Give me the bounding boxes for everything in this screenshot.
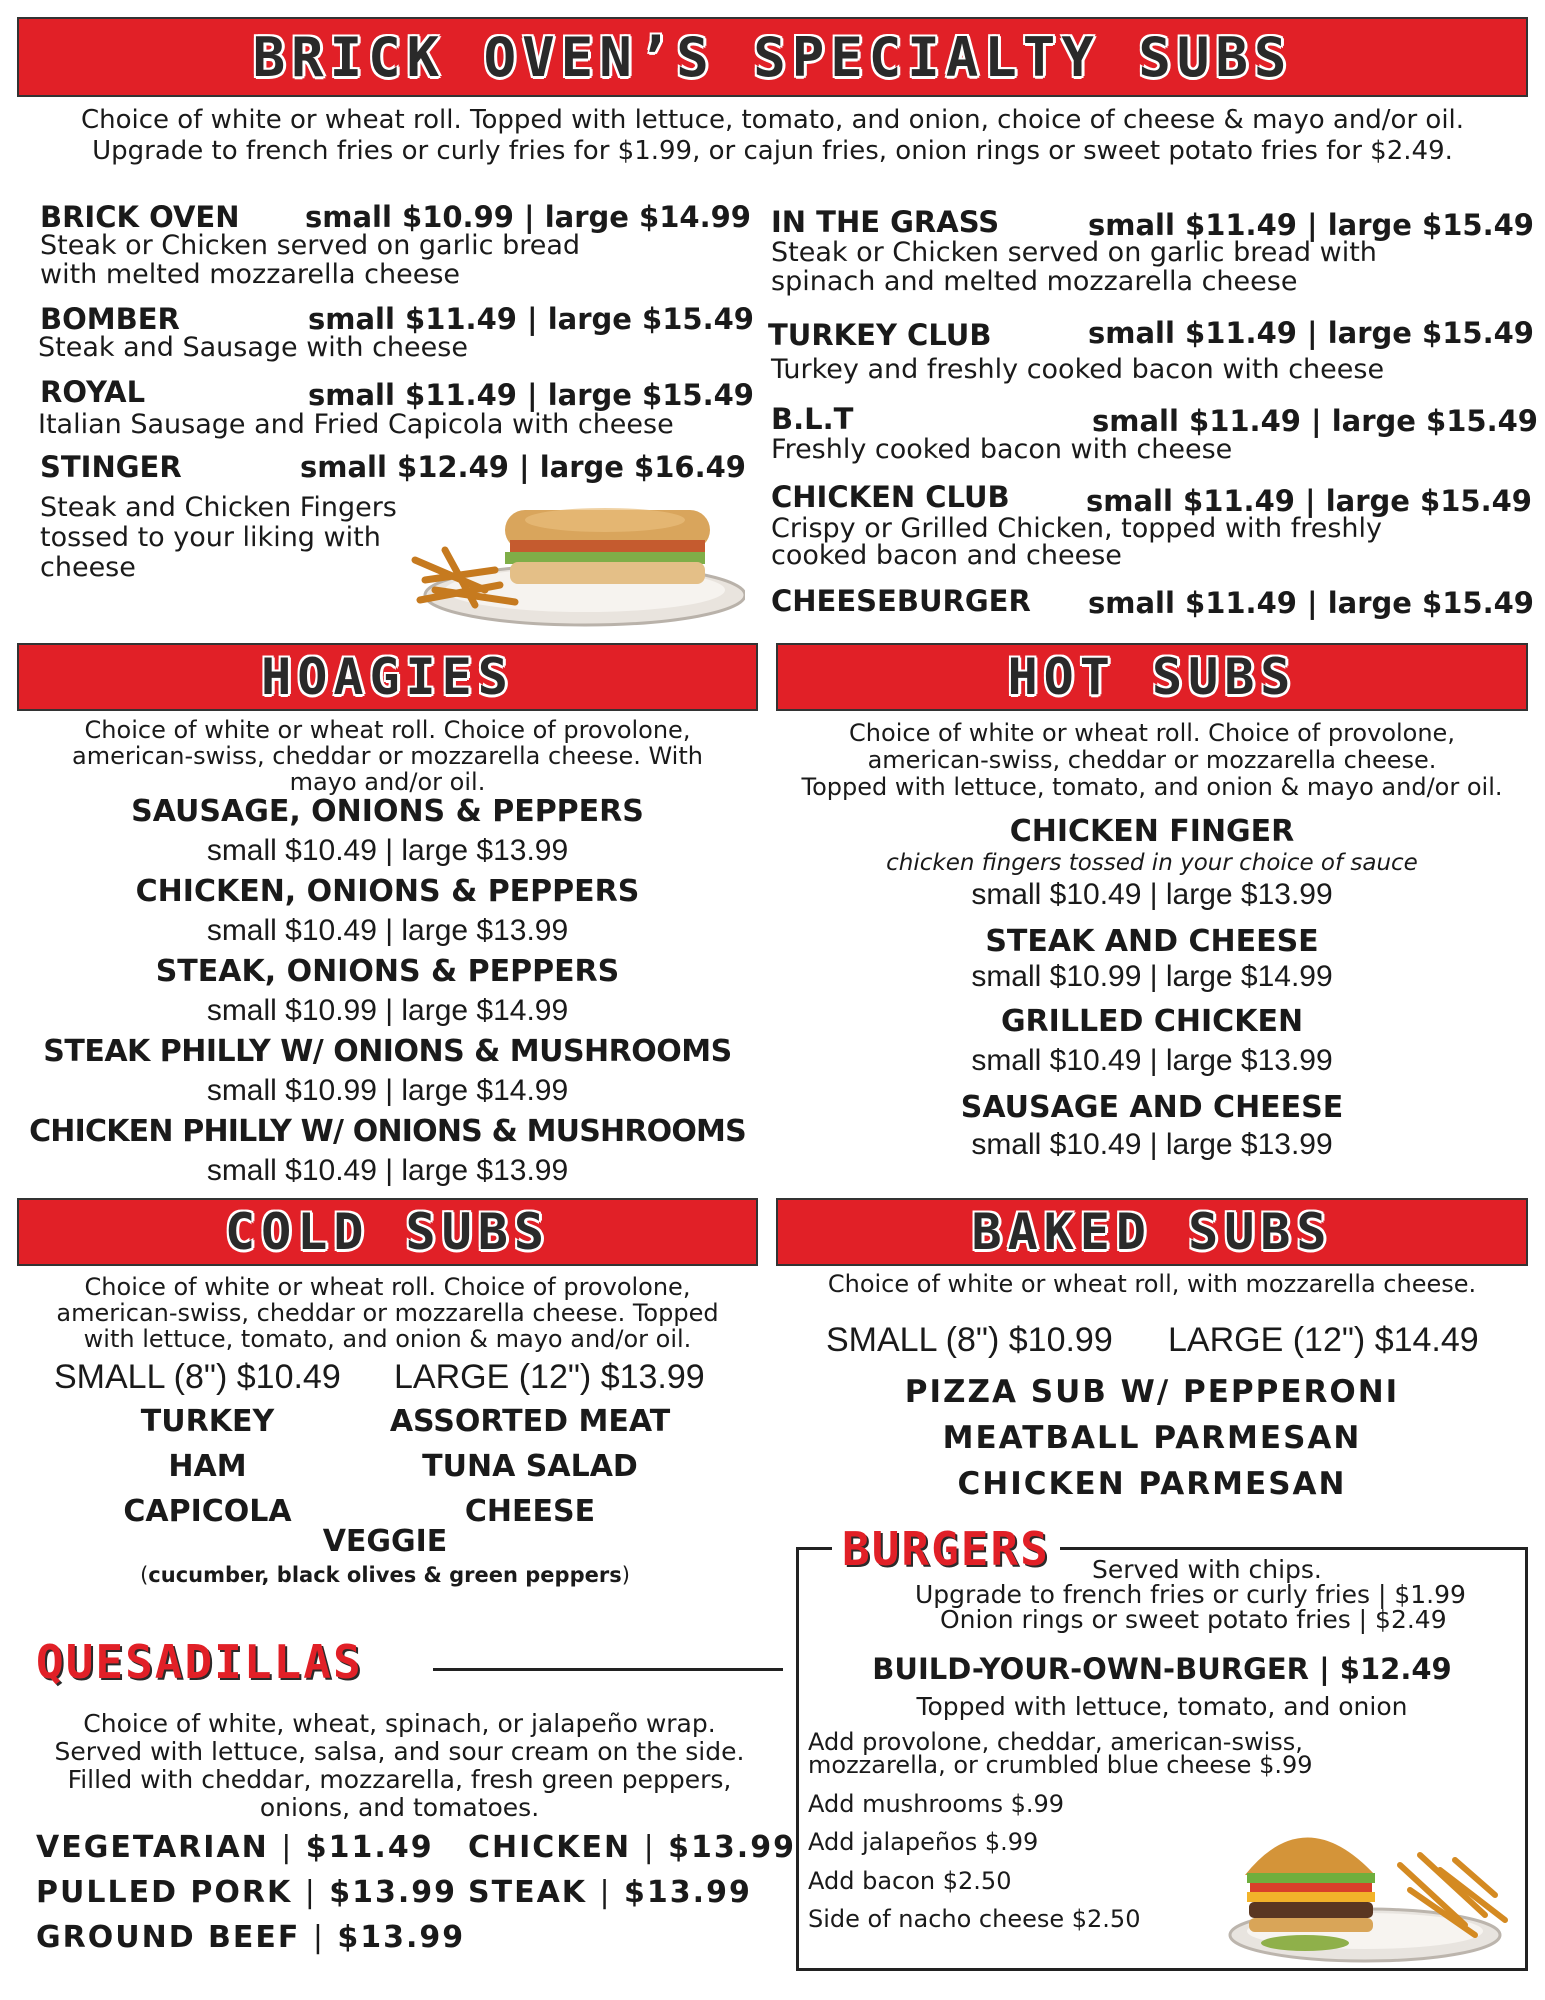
menu-item-price: small $11.49 | large $15.49 [308, 302, 754, 336]
hot-subs-banner [776, 643, 1528, 711]
hot-subs-title: HOT SUBS [1007, 648, 1297, 706]
byo-burger-name: BUILD-YOUR-OWN-BURGER | $12.49 [872, 1652, 1452, 1686]
menu-item-desc: Steak or Chicken served on garlic bread with [771, 237, 1377, 268]
specialty-desc-line1: Choice of white or wheat roll. Topped with lettuce, tomato, and onion, choice of cheese & mayo and/or oil. [80, 105, 1465, 135]
baked-subs-small-price: SMALL (8") $10.99 [826, 1321, 1113, 1359]
menu-item-name: ROYAL [40, 375, 146, 409]
menu-item-price: small $11.49 | large $15.49 [1088, 208, 1534, 242]
menu-item-name: GRILLED CHICKEN [1000, 1004, 1304, 1039]
menu-item-desc: Turkey and freshly cooked bacon with cheese [771, 354, 1385, 385]
addon-line: Side of nacho cheese $2.50 [808, 1905, 1141, 1933]
menu-item-price: small $12.49 | large $16.49 [300, 450, 746, 484]
menu-item-name: STEAK AND CHEESE [985, 924, 1319, 959]
quesadilla-item-price: $13.99 [668, 1830, 796, 1865]
hot-subs-desc-line1: Choice of white or wheat roll. Choice of provolone, [849, 719, 1455, 747]
quesadillas-desc-line3: Filled with cheddar, mozzarella, fresh green peppers, [67, 1765, 732, 1794]
menu-item-desc: Steak and Sausage with cheese [38, 332, 468, 363]
menu-item-price: small $11.49 | large $15.49 [308, 378, 754, 412]
menu-item-name: CHICKEN CLUB [771, 480, 1010, 514]
menu-item-desc: Steak and Chicken Fingers [40, 492, 397, 523]
menu-item-desc: cooked bacon and cheese [771, 540, 1122, 571]
menu-item-price: small $11.49 | large $15.49 [1088, 316, 1534, 350]
menu-item-desc: with melted mozzarella cheese [40, 259, 461, 290]
menu-item-name: TURKEY CLUB [768, 318, 992, 352]
cold-sub-item: CAPICOLA [123, 1494, 292, 1529]
menu-item-name: CHICKEN, ONIONS & PEPPERS [135, 874, 640, 909]
quesadilla-item: CHICKEN | $13.99 [468, 1830, 796, 1865]
cold-sub-item: ASSORTED MEAT [389, 1404, 671, 1439]
quesadilla-item-price: $13.99 [624, 1875, 752, 1910]
cold-subs-banner [17, 1198, 758, 1266]
byo-burger-desc: Topped with lettuce, tomato, and onion [916, 1692, 1408, 1721]
burgers-line2: Upgrade to french fries or curly fries | $1.99 [915, 1580, 1466, 1609]
menu-item-desc: Freshly cooked bacon with cheese [771, 434, 1233, 465]
cold-subs-desc-line1: Choice of white or wheat roll. Choice of provolone, [84, 1273, 691, 1301]
baked-subs-title: BAKED SUBS [971, 1203, 1333, 1261]
hoagies-desc-line1: Choice of white or wheat roll. Choice of provolone, [84, 716, 691, 744]
specialty-desc [0, 105, 1545, 167]
menu-item-desc: spinach and melted mozzarella cheese [771, 266, 1298, 297]
menu-item-name: CHICKEN PHILLY W/ ONIONS & MUSHROOMS [29, 1114, 746, 1149]
quesadilla-item-price: $13.99 [329, 1875, 458, 1910]
baked-sub-item: PIZZA SUB W/ PEPPERONI [904, 1374, 1400, 1410]
burgers-title: BURGERS [832, 1522, 1060, 1576]
quesadilla-item-name: PULLED PORK [36, 1875, 293, 1910]
addon-line: Add provolone, cheddar, american-swiss, [808, 1728, 1303, 1756]
menu-item-price: small $11.49 | large $15.49 [1092, 404, 1538, 438]
cold-sub-item: CHEESE [464, 1494, 596, 1529]
cold-sub-item: TURKEY [140, 1404, 275, 1439]
cold-sub-item: HAM [168, 1449, 247, 1484]
addon-line: Add jalapeños $.99 [808, 1828, 1039, 1856]
menu-item-name: SAUSAGE AND CHEESE [960, 1090, 1344, 1125]
menu-item-name: SAUSAGE, ONIONS & PEPPERS [131, 794, 644, 829]
menu-item-name: CHEESEBURGER [771, 584, 1031, 618]
sub-sandwich-image [405, 490, 745, 630]
baked-subs-banner [776, 1198, 1528, 1266]
hoagies-banner [17, 643, 758, 711]
menu-item-name: B.L.T [771, 402, 854, 436]
quesadillas-title: QUESADILLAS [36, 1635, 363, 1689]
menu-item-price: small $10.99 | large $14.99 [206, 994, 569, 1027]
cold-sub-item: TUNA SALAD [422, 1449, 638, 1484]
burgers-line3: Onion rings or sweet potato fries | $2.49 [940, 1605, 1447, 1634]
hot-subs-desc [776, 720, 1528, 801]
menu-item-price: small $11.49 | large $15.49 [1088, 586, 1534, 620]
specialty-desc-line2: Upgrade to french fries or curly fries for $1.99, or cajun fries, onion rings or sweet potato fries for $2.49. [92, 136, 1453, 166]
hoagies-list [0, 794, 775, 1194]
menu-item-name: STEAK, ONIONS & PEPPERS [155, 954, 620, 989]
cold-subs-title: COLD SUBS [225, 1203, 550, 1261]
hot-subs-desc-line2: american-swiss, cheddar or mozzarella cheese. [867, 746, 1437, 774]
menu-item-desc: Crispy or Grilled Chicken, topped with freshly [771, 513, 1383, 544]
cold-subs-large-price: LARGE (12") $13.99 [394, 1358, 705, 1396]
menu-item-price: small $10.49 | large $13.99 [206, 834, 569, 867]
menu-item-price: small $10.49 | large $13.99 [206, 914, 569, 947]
veggie-note-text: cucumber, black olives & green peppers [148, 1563, 622, 1587]
hoagies-desc [17, 717, 758, 795]
burger-image [1225, 1795, 1520, 1965]
quesadilla-item-price: $11.49 [305, 1830, 434, 1865]
baked-subs-desc: Choice of white or wheat roll, with mozzarella cheese. [827, 1270, 1477, 1298]
quesadilla-item-name: GROUND BEEF [36, 1920, 301, 1955]
quesadilla-item: PULLED PORK | $13.99 [36, 1875, 458, 1910]
quesadillas-rule [433, 1668, 783, 1671]
quesadilla-item-name: CHICKEN [468, 1830, 632, 1865]
menu-item-price: small $10.49 | large $13.99 [971, 1128, 1333, 1161]
quesadilla-item-name: VEGETARIAN [36, 1830, 269, 1865]
quesadilla-item-price: $13.99 [337, 1920, 466, 1955]
cold-subs-desc-line2: american-swiss, cheddar or mozzarella cheese. Topped [56, 1299, 719, 1327]
menu-item-price: small $10.99 | large $14.99 [305, 200, 751, 234]
baked-sub-item: CHICKEN PARMESAN [957, 1466, 1347, 1502]
hot-subs-desc-line3: Topped with lettuce, tomato, and onion & mayo and/or oil. [801, 773, 1503, 801]
menu-item-price: small $10.99 | large $14.99 [971, 960, 1333, 993]
menu-item-desc: tossed to your liking with [40, 522, 381, 553]
quesadillas-desc [17, 1710, 782, 1822]
menu-item-desc: cheese [40, 552, 136, 583]
baked-subs-list [776, 1374, 1528, 1512]
addon-line: Add mushrooms $.99 [808, 1790, 1065, 1818]
quesadilla-item: STEAK | $13.99 [468, 1875, 752, 1910]
quesadilla-item: VEGETARIAN | $11.49 [36, 1830, 434, 1865]
cold-subs-small-price: SMALL (8") $10.49 [54, 1358, 341, 1396]
quesadilla-item: GROUND BEEF | $13.99 [36, 1920, 466, 1955]
quesadillas-desc-line1: Choice of white, wheat, spinach, or jalapeño wrap. [83, 1709, 716, 1738]
specialty-banner [17, 17, 1528, 97]
menu-item-desc: Italian Sausage and Fried Capicola with cheese [38, 409, 674, 440]
menu-item-price: small $10.49 | large $13.99 [971, 878, 1333, 911]
menu-item-name: CHICKEN FINGER [1009, 814, 1295, 849]
baked-sub-item: MEATBALL PARMESAN [942, 1420, 1362, 1456]
baked-subs-large-price: LARGE (12") $14.49 [1168, 1321, 1479, 1359]
cold-sub-item: VEGGIE [322, 1524, 448, 1559]
quesadillas-desc-line2: Served with lettuce, salsa, and sour cream on the side. [54, 1737, 745, 1766]
menu-item-price: small $10.99 | large $14.99 [206, 1074, 569, 1107]
menu-item-price: small $10.49 | large $13.99 [971, 1044, 1333, 1077]
menu-item-name: BRICK OVEN [40, 200, 240, 234]
menu-item-price: small $11.49 | large $15.49 [1086, 484, 1532, 518]
hoagies-desc-line3: mayo and/or oil. [289, 768, 486, 796]
addon-line: mozzarella, or crumbled blue cheese $.99 [808, 1751, 1313, 1779]
menu-item-name: STINGER [40, 450, 182, 484]
quesadilla-item-name: STEAK [468, 1875, 588, 1910]
menu-item-name: IN THE GRASS [771, 205, 1000, 239]
specialty-title: BRICK OVEN’S SPECIALTY SUBS [252, 25, 1293, 89]
hot-subs-list [776, 814, 1528, 1168]
menu-item-note: chicken fingers tossed in your choice of sauce [886, 850, 1418, 876]
veggie-note: (cucumber, black olives & green peppers) [140, 1563, 630, 1587]
addon-line: Add bacon $2.50 [808, 1867, 1012, 1895]
quesadillas-desc-line4: onions, and tomatoes. [259, 1793, 540, 1822]
menu-item-desc: Steak or Chicken served on garlic bread [40, 230, 581, 261]
menu-item-price: small $10.49 | large $13.99 [206, 1154, 569, 1187]
cold-subs-desc [17, 1274, 758, 1352]
hoagies-desc-line2: american-swiss, cheddar or mozzarella cheese. With [72, 742, 703, 770]
menu-item-name: STEAK PHILLY W/ ONIONS & MUSHROOMS [43, 1034, 732, 1069]
cold-subs-desc-line3: with lettuce, tomato, and onion & mayo and/or oil. [83, 1325, 692, 1353]
hoagies-title: HOAGIES [261, 648, 514, 706]
menu-item-name: BOMBER [40, 302, 180, 336]
burgers-line1: Served with chips. [1092, 1555, 1322, 1584]
